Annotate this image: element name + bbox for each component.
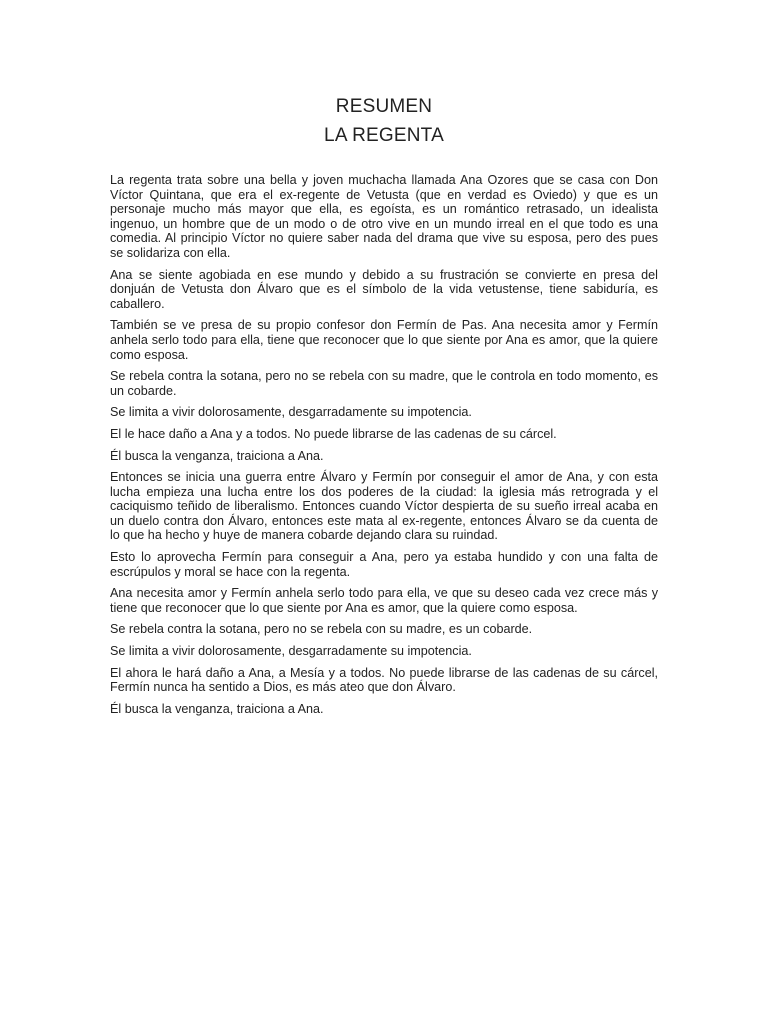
paragraph-12: Se limita a vivir dolorosamente, desgarradamente su impotencia. xyxy=(110,644,472,659)
paragraph-14: Él busca la venganza, traiciona a Ana. xyxy=(110,701,324,716)
paragraph-3: También se ve presa de su propio confesor don Fermín de Pas. Ana necesita amor y Fermín anhela serlo todo para ella, tiene que reconocer que lo que siente por Ana es amor, que la quiere como esposa. xyxy=(110,318,658,362)
paragraph-10: Ana necesita amor y Fermín anhela serlo todo para ella, ve que su deseo cada vez crece más y tiene que reconocer que lo que siente por Ana es amor, que la quiere como esposa. xyxy=(110,586,658,615)
paragraph-6: El le hace daño a Ana y a todos. No puede librarse de las cadenas de su cárcel. xyxy=(110,426,557,441)
paragraph-7: Él busca la venganza, traiciona a Ana. xyxy=(110,448,324,463)
paragraph-8: Entonces se inicia una guerra entre Álvaro y Fermín por conseguir el amor de Ana, y con esta lucha empieza una lucha entre los dos poderes de la ciudad: la iglesia más retrograda y el caciquismo teñido de liberalismo. Entonces cuando Víctor despierta de su sueño irreal acaba en un duelo contra don Álvaro, entonces este mata al ex-regente, entonces Álvaro se da cuenta de lo que ha hecho y huye de manera cobarde dejando clara su ruindad. xyxy=(110,470,658,543)
paragraph-2: Ana se siente agobiada en ese mundo y debido a su frustración se convierte en presa del donjuán de Vetusta don Álvaro que es el símbolo de la vida vetustense, tiene sabiduría, es caballero. xyxy=(110,267,658,311)
paragraph-13: El ahora le hará daño a Ana, a Mesía y a todos. No puede librarse de las cadenas de su cárcel, Fermín nunca ha sentido a Dios, es más ateo que don Álvaro. xyxy=(110,665,658,695)
paragraph-1: La regenta trata sobre una bella y joven muchacha llamada Ana Ozores que se casa con Don Víctor Quintana, que era el ex-regente de Vetusta (que en verdad es Oviedo) y que es un personaje mucho más mayor que ella, es egoísta, es un romántico retrasado, un idealista ingenuo, un hombre que de un modo o de otro vive en un mundo irreal en el que todo es una comedia. Al principio Víctor no quiere saber nada del drama que vive su esposa, pero des pues se solidariza con ella. xyxy=(110,173,658,260)
document-body xyxy=(110,173,658,723)
paragraph-9: Esto lo aprovecha Fermín para conseguir a Ana, pero ya estaba hundido y con una falta de escrúpulos y moral se hace con la regenta. xyxy=(110,550,658,579)
title-line-la-regenta: LA REGENTA xyxy=(324,125,444,146)
document-title xyxy=(0,92,768,150)
title-line-resumen: RESUMEN xyxy=(335,96,433,117)
paragraph-5: Se limita a vivir dolorosamente, desgarradamente su impotencia. xyxy=(110,405,472,420)
paragraph-4: Se rebela contra la sotana, pero no se rebela con su madre, que le controla en todo momento, es un cobarde. xyxy=(110,369,658,398)
paragraph-11: Se rebela contra la sotana, pero no se rebela con su madre, es un cobarde. xyxy=(110,622,533,637)
